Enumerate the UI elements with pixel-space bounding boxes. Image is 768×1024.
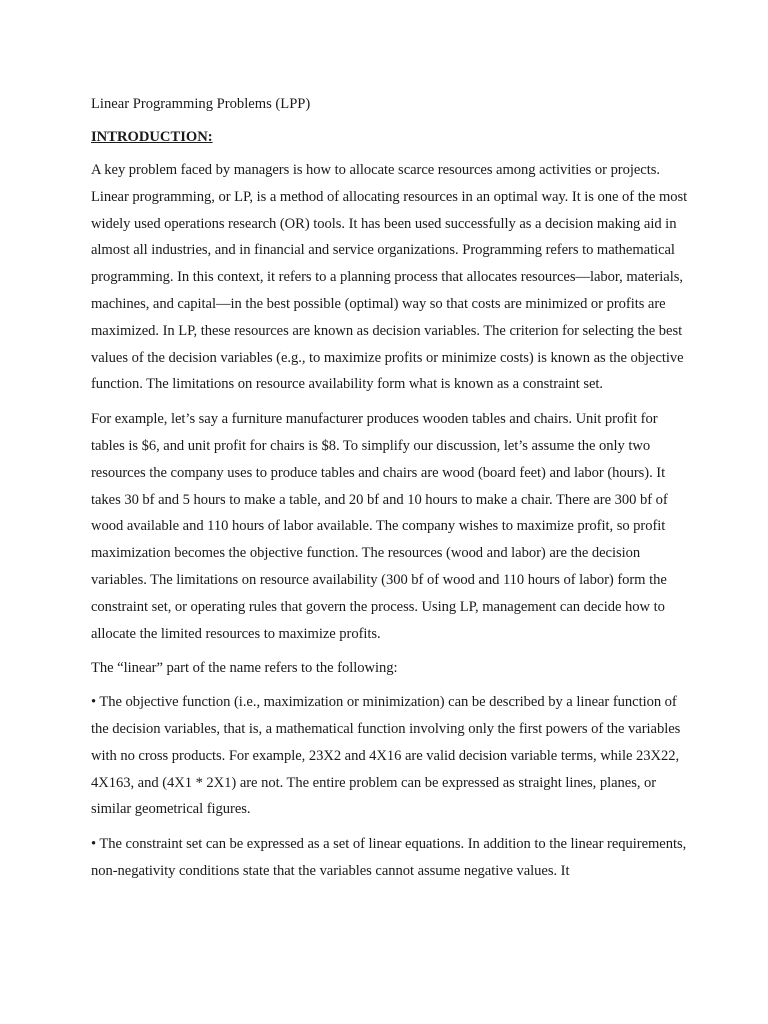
- paragraph-intro: A key problem faced by managers is how to allocate scarce resources among activities or projects. Linear programming, or LP, is a method of allocating resources in an optimal way. It is one of the most widely used operations research (OR) tools. It has been used successfully as a decision making aid in almost all industries, and in financial and service organizations. Programming refers to mathematical programming. In this context, it refers to a planning process that allocates resources—labor, materials, machines, and capital—in the best possible (optimal) way so that costs are minimized or profits are maximized. In LP, these resources are known as decision variables. The criterion for selecting the best values of the decision variables (e.g., to maximize profits or minimize costs) is known as the objective function. The limitations on resource availability form what is known as a constraint set.: [91, 162, 688, 393]
- bullet-constraint-set: • The constraint set can be expressed as a set of linear equations. In addition to the linear requirements, non-negativity conditions state that the variables cannot assume negative values. It: [91, 836, 687, 879]
- paragraph-linear-intro: The “linear” part of the name refers to the following:: [91, 660, 398, 677]
- document-body: [91, 91, 691, 893]
- document-title: Linear Programming Problems (LPP): [91, 96, 311, 112]
- bullet-objective-function: • The objective function (i.e., maximization or minimization) can be described by a linear function of the decision variables, that is, a mathematical function involving only the first powers of the variables with no cross products. For example, 23X2 and 4X16 are valid decision variable terms, while 23X22, 4X163, and (4X1 * 2X1) are not. The entire problem can be expressed as straight lines, planes, or similar geometrical figures.: [91, 694, 681, 818]
- paragraph-example: For example, let’s say a furniture manufacturer produces wooden tables and chairs. Unit profit for tables is $6, and unit profit for chairs is $8. To simplify our discussion, let’s assume the only two resources the company uses to produce tables and chairs are wood (board feet) and labor (hours). It takes 30 bf and 5 hours to make a table, and 20 bf and 10 hours to make a chair. There are 300 bf of wood available and 110 hours of labor available. The company wishes to maximize profit, so profit maximization becomes the objective function. The resources (wood and labor) are the decision variables. The limitations on resource availability (300 bf of wood and 110 hours of labor) form the constraint set, or operating rules that govern the process. Using LP, management can decide how to allocate the limited resources to maximize profits.: [91, 411, 668, 642]
- section-heading-introduction: INTRODUCTION:: [91, 129, 213, 145]
